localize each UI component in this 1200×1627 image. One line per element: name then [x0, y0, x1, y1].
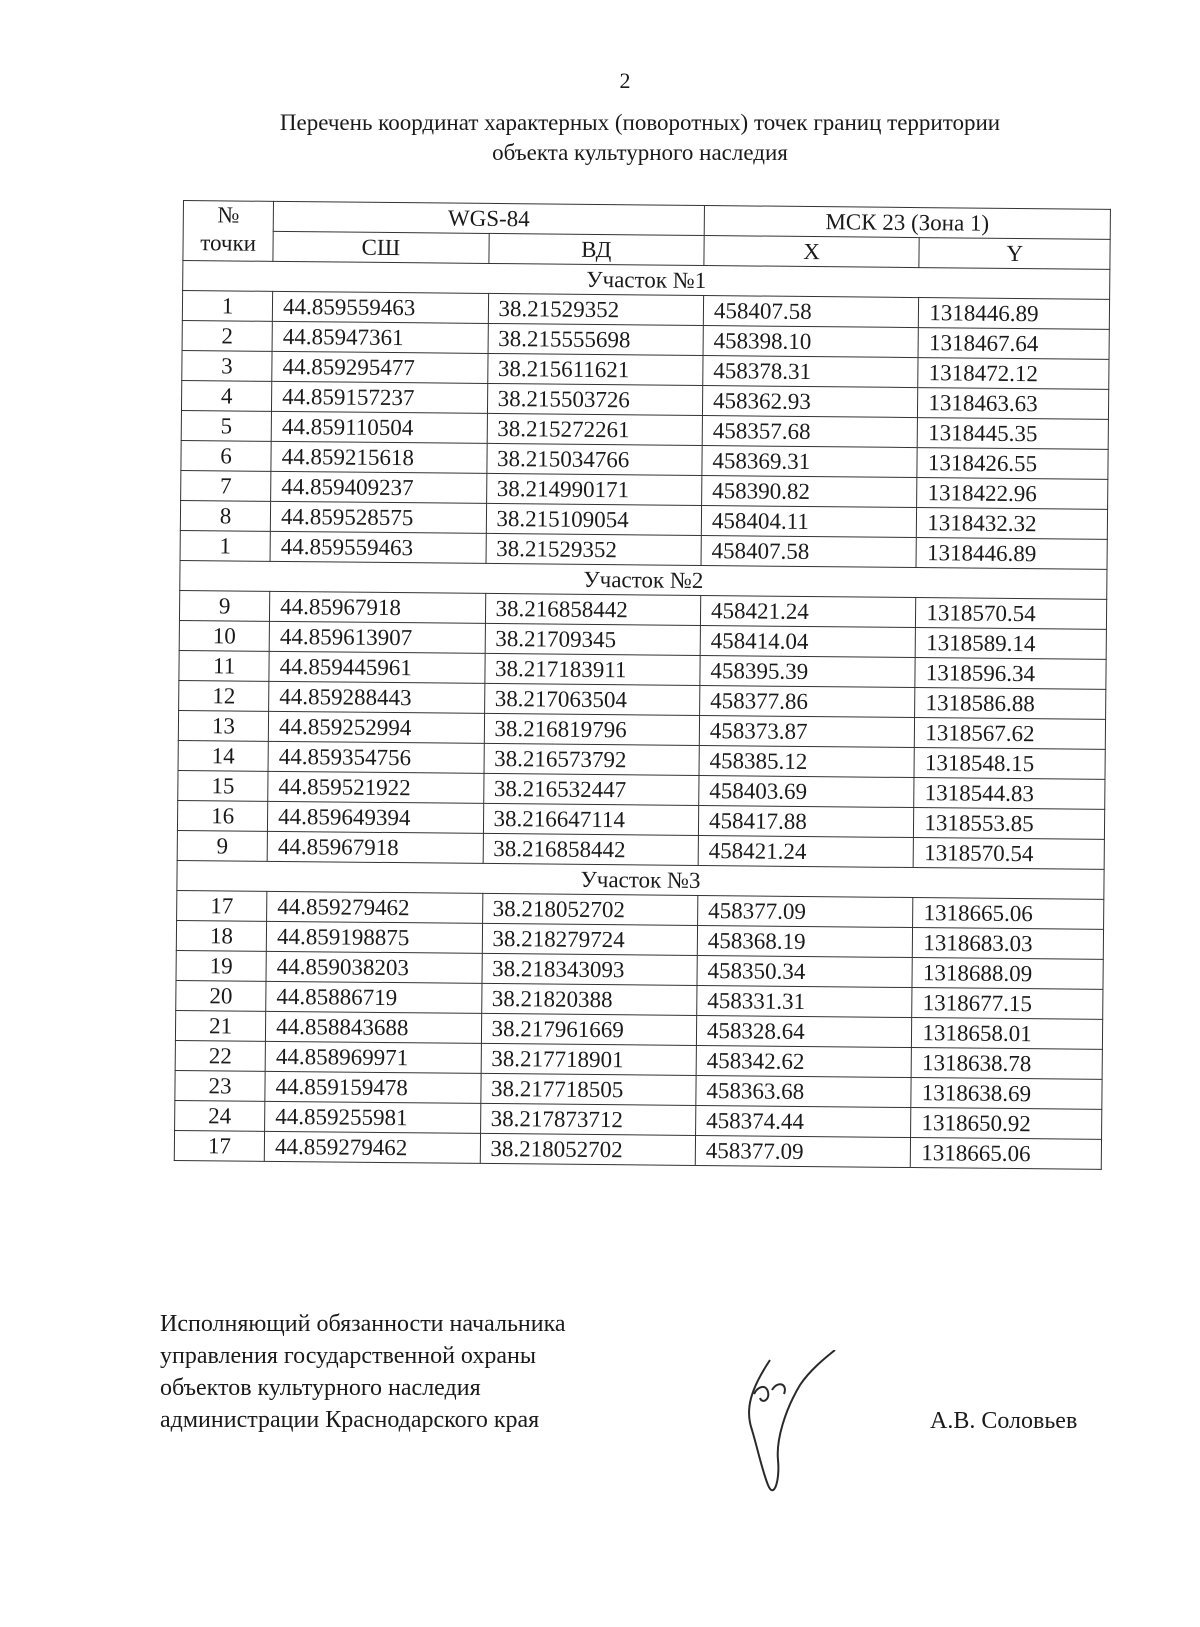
point-number-cell: 11	[179, 650, 269, 681]
y-cell: 1318467.64	[918, 328, 1109, 360]
y-cell: 1318638.69	[911, 1078, 1102, 1110]
latitude-cell: 44.859521922	[268, 771, 484, 803]
longitude-cell: 38.216858442	[485, 593, 701, 625]
latitude-cell: 44.859255981	[265, 1101, 481, 1133]
latitude-header: СШ	[273, 231, 489, 263]
longitude-cell: 38.215109054	[486, 503, 702, 535]
latitude-cell: 44.85947361	[272, 321, 488, 353]
longitude-cell: 38.215034766	[486, 443, 702, 475]
y-cell: 1318432.32	[917, 508, 1108, 540]
longitude-cell: 38.216532447	[483, 773, 699, 805]
point-number-header	[183, 201, 274, 262]
document-title	[180, 108, 1100, 168]
wgs84-header: WGS-84	[273, 201, 704, 235]
point-number-cell: 4	[181, 380, 271, 411]
latitude-cell: 44.859157237	[272, 381, 488, 413]
point-number-cell: 8	[180, 500, 270, 531]
y-cell: 1318445.35	[918, 418, 1109, 450]
longitude-cell: 38.216819796	[484, 713, 700, 745]
x-cell: 458328.64	[696, 1015, 912, 1047]
x-cell: 458378.31	[703, 355, 919, 387]
x-cell: 458362.93	[702, 385, 918, 417]
y-cell: 1318570.54	[914, 838, 1105, 870]
longitude-cell: 38.21709345	[485, 623, 701, 655]
latitude-cell: 44.859198875	[266, 921, 482, 953]
point-number-cell: 10	[179, 620, 269, 651]
latitude-cell: 44.85886719	[266, 981, 482, 1013]
section-title: Участок №2	[180, 560, 1107, 599]
x-cell: 458369.31	[702, 445, 918, 477]
latitude-cell: 44.859279462	[267, 891, 483, 923]
y-header: Y	[919, 238, 1110, 270]
point-number-cell: 1	[180, 530, 270, 561]
y-cell: 1318688.09	[912, 958, 1103, 990]
longitude-cell: 38.217718505	[480, 1073, 696, 1105]
x-cell: 458357.68	[702, 415, 918, 447]
latitude-cell: 44.859279462	[264, 1131, 480, 1163]
latitude-cell: 44.859409237	[271, 471, 487, 503]
longitude-cell: 38.217961669	[481, 1013, 697, 1045]
longitude-header: ВД	[488, 233, 704, 265]
y-cell: 1318658.01	[912, 1018, 1103, 1050]
longitude-cell: 38.216573792	[484, 743, 700, 775]
longitude-cell: 38.214990171	[486, 473, 702, 505]
point-number-cell: 3	[182, 350, 272, 381]
point-number-cell: 14	[178, 740, 268, 771]
msk23-header: МСК 23 (Зона 1)	[704, 206, 1110, 240]
latitude-cell: 44.858969971	[265, 1041, 481, 1073]
x-cell: 458421.24	[700, 595, 916, 627]
point-number-cell: 12	[179, 680, 269, 711]
handwritten-signature	[740, 1350, 850, 1500]
x-cell: 458407.58	[703, 296, 919, 328]
point-number-cell: 17	[177, 890, 267, 921]
y-cell: 1318586.88	[915, 688, 1106, 720]
latitude-cell: 44.859038203	[266, 951, 482, 983]
latitude-cell: 44.859295477	[272, 351, 488, 383]
y-cell: 1318472.12	[918, 358, 1109, 390]
point-number-cell: 6	[181, 440, 271, 471]
latitude-cell: 44.859288443	[269, 681, 485, 713]
x-cell: 458331.31	[697, 985, 913, 1017]
y-cell: 1318683.03	[913, 928, 1104, 960]
x-cell: 458368.19	[697, 925, 913, 957]
point-number-cell: 13	[178, 710, 268, 741]
y-cell: 1318596.34	[915, 658, 1106, 690]
longitude-cell: 38.217183911	[484, 653, 700, 685]
latitude-cell: 44.859445961	[269, 651, 485, 683]
point-number-cell: 24	[175, 1100, 265, 1131]
longitude-cell: 38.215272261	[487, 413, 703, 445]
latitude-cell: 44.85967918	[267, 831, 483, 863]
y-cell: 1318665.06	[911, 1138, 1102, 1170]
y-cell: 1318426.55	[917, 448, 1108, 480]
latitude-cell: 44.859559463	[270, 531, 486, 563]
x-cell: 458398.10	[703, 325, 919, 357]
point-number-header-line-1: №	[217, 202, 240, 228]
point-number-cell: 9	[177, 830, 267, 861]
signatory-position-line-2: управления государственной охраны	[160, 1343, 536, 1369]
longitude-cell: 38.216858442	[483, 833, 699, 865]
x-cell: 458374.44	[695, 1105, 911, 1137]
point-number-cell: 17	[174, 1130, 264, 1161]
document-title-line-1: Перечень координат характерных (поворотных) точек границ территории	[279, 110, 1001, 135]
x-cell: 458390.82	[702, 475, 918, 507]
longitude-cell: 38.215611621	[487, 353, 703, 385]
point-number-cell: 5	[181, 410, 271, 441]
signatory-position-line-4: администрации Краснодарского края	[160, 1407, 540, 1433]
x-cell: 458395.39	[700, 655, 916, 687]
x-cell: 458342.62	[696, 1045, 912, 1077]
longitude-cell: 38.21820388	[481, 983, 697, 1015]
longitude-cell: 38.218343093	[482, 953, 698, 985]
longitude-cell: 38.215503726	[487, 383, 703, 415]
y-cell: 1318548.15	[914, 748, 1105, 780]
signer-name: А.В. Соловьев	[930, 1408, 1078, 1434]
document-title-line-2: объекта культурного наследия	[492, 140, 788, 165]
y-cell: 1318544.83	[914, 778, 1105, 810]
y-cell: 1318446.89	[919, 298, 1110, 330]
y-cell: 1318638.78	[911, 1048, 1102, 1080]
longitude-cell: 38.218052702	[480, 1133, 696, 1165]
x-cell: 458363.68	[696, 1075, 912, 1107]
point-number-cell: 21	[175, 1010, 265, 1041]
x-cell: 458404.11	[701, 505, 917, 537]
latitude-cell: 44.858843688	[266, 1011, 482, 1043]
x-cell: 458377.09	[695, 1135, 911, 1167]
point-number-cell: 19	[176, 950, 266, 981]
point-number-cell: 9	[179, 590, 269, 621]
latitude-cell: 44.859159478	[265, 1071, 481, 1103]
coordinates-table-body	[174, 261, 1110, 1170]
longitude-cell: 38.21529352	[488, 293, 704, 325]
point-number-header-line-2: точки	[200, 230, 257, 256]
coordinates-table	[174, 200, 1111, 1170]
y-cell: 1318567.62	[915, 718, 1106, 750]
x-cell: 458417.88	[698, 805, 914, 837]
longitude-cell: 38.217718901	[481, 1043, 697, 1075]
point-number-cell: 2	[182, 320, 272, 351]
point-number-cell: 1	[182, 291, 272, 322]
latitude-cell: 44.859559463	[272, 291, 488, 323]
x-cell: 458407.58	[701, 535, 917, 567]
y-cell: 1318553.85	[914, 808, 1105, 840]
longitude-cell: 38.215555698	[488, 323, 704, 355]
latitude-cell: 44.859354756	[268, 741, 484, 773]
longitude-cell: 38.216647114	[483, 803, 699, 835]
latitude-cell: 44.859528575	[270, 501, 486, 533]
point-number-cell: 7	[181, 470, 271, 501]
y-cell: 1318422.96	[917, 478, 1108, 510]
latitude-cell: 44.859110504	[271, 411, 487, 443]
point-number-cell: 20	[176, 980, 266, 1011]
x-cell: 458421.24	[698, 835, 914, 867]
point-number-cell: 15	[178, 770, 268, 801]
section-title: Участок №1	[183, 261, 1110, 300]
y-cell: 1318677.15	[912, 988, 1103, 1020]
longitude-cell: 38.217873712	[480, 1103, 696, 1135]
x-cell: 458403.69	[699, 775, 915, 807]
page-number: 2	[619, 68, 631, 93]
signatory-position-line-3: объектов культурного наследия	[160, 1375, 481, 1401]
x-cell: 458377.86	[700, 685, 916, 717]
point-number-cell: 22	[175, 1040, 265, 1071]
point-number-cell: 23	[175, 1070, 265, 1101]
longitude-cell: 38.218052702	[482, 893, 698, 925]
latitude-cell: 44.859215618	[271, 441, 487, 473]
latitude-cell: 44.85967918	[270, 591, 486, 623]
latitude-cell: 44.859649394	[268, 801, 484, 833]
latitude-cell: 44.859613907	[269, 621, 485, 653]
y-cell: 1318650.92	[911, 1108, 1102, 1140]
longitude-cell: 38.217063504	[484, 683, 700, 715]
y-cell: 1318589.14	[916, 628, 1107, 660]
x-cell: 458377.09	[698, 895, 914, 927]
point-number-cell: 18	[176, 920, 266, 951]
x-cell: 458373.87	[699, 715, 915, 747]
y-cell: 1318463.63	[918, 388, 1109, 420]
signatory-position-line-1: Исполняющий обязанности начальника	[160, 1311, 566, 1337]
y-cell: 1318446.89	[916, 538, 1107, 570]
x-header: X	[704, 236, 920, 268]
section-title: Участок №3	[177, 860, 1104, 899]
point-number-cell: 16	[177, 800, 267, 831]
x-cell: 458350.34	[697, 955, 913, 987]
y-cell: 1318570.54	[916, 598, 1107, 630]
x-cell: 458385.12	[699, 745, 915, 777]
longitude-cell: 38.218279724	[482, 923, 698, 955]
longitude-cell: 38.21529352	[486, 533, 702, 565]
latitude-cell: 44.859252994	[268, 711, 484, 743]
y-cell: 1318665.06	[913, 898, 1104, 930]
x-cell: 458414.04	[700, 625, 916, 657]
signatory-position	[160, 1308, 566, 1436]
